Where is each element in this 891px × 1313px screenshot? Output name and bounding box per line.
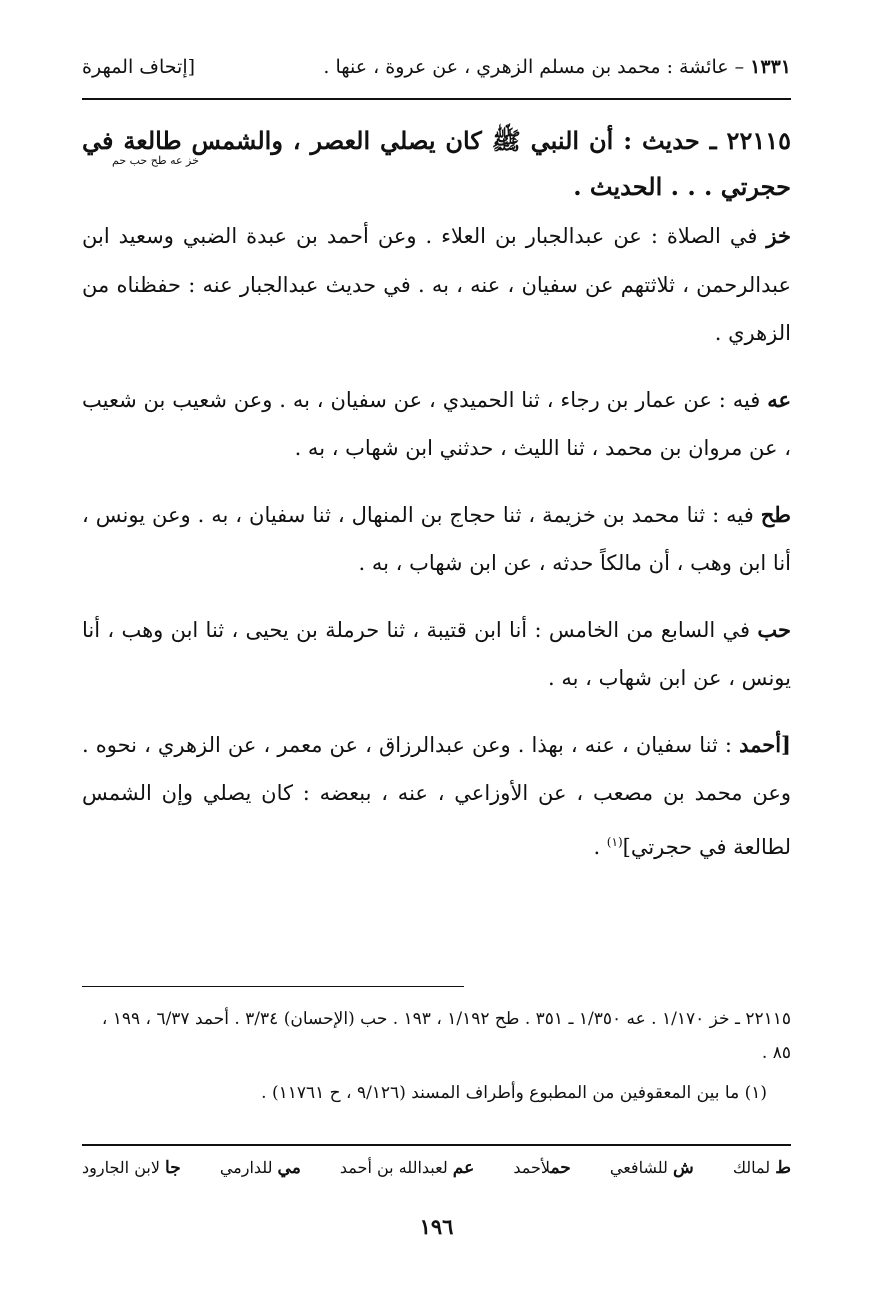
abbreviation-code: جا [165,1158,181,1178]
hadith-number: ٢٢١١٥ [726,126,791,155]
abbreviation-code: عم [452,1158,475,1178]
abbreviation-code: حم [550,1158,571,1178]
abbreviation-item [513,1158,570,1178]
paragraph [82,721,791,872]
footer-divider [82,1144,791,1146]
paragraph [82,491,791,588]
abbreviation-item [220,1158,301,1178]
abbreviation-label: للدارمي [219,1158,278,1177]
source-code: حب [757,616,791,642]
source-code: عه [767,386,791,412]
source-code: خز [766,223,791,248]
header-divider [82,98,791,100]
paragraph-text: في الصلاة : عن عبدالجبار بن العلاء . وعن أحمد بن عبدة الضبي وسعيد ابن عبدالرحمن ، ثلاثتهم عن سفيان ، عنه ، به . في حديث عبدالجبار عنه : حفظناه من الزهري . [82,224,791,345]
footnote-ref: (١) [606,834,623,849]
paragraph-text: : ثنا سفيان ، عنه ، بهذا . وعن عبدالرزاق ، عن معمر ، عن الزهري ، نحوه . وعن محمد بن مصعب ، عن الأوزاعي ، عنه ، ببعضه : كان يصلي وإن الشمس لطالعة في حجرتي] [82,732,791,859]
abbreviation-key [82,1158,791,1178]
paragraph-tail: . [593,834,607,859]
abbreviation-code: مي [277,1158,301,1178]
source-symbols: خز عه طح حب حم [112,154,199,167]
abbreviation-label: لابن الجارود [82,1158,166,1177]
source-code: طح [760,501,791,527]
header-chapter-text: – عائشة : محمد بن مسلم الزهري ، عن عروة ، عنها . [323,56,751,78]
header-number: ١٣٣١ [750,56,791,78]
paragraph-text: في السابع من الخامس : أنا ابن قتيبة ، ثنا حرملة بن يحيى ، ثنا ابن وهب ، أنا يونس ، عن ابن شهاب ، به . [82,617,791,690]
footnote-divider [82,986,464,987]
abbreviation-item [610,1158,694,1178]
footnote-1: (١) ما بين المعقوفين من المطبوع وأطراف المسند (٩/١٢٦ ، ح ١١٧٦١) . [261,1083,767,1103]
hadith-title-text: ـ حديث : أن النبي ﷺ كان يصلي العصر ، والشمس طالعة في حجرتي . . . الحديث . [82,126,791,201]
abbreviation-item [733,1158,791,1178]
abbreviation-item [82,1158,181,1178]
header-chapter [323,56,791,78]
footnote-refs: ٢٢١١٥ ـ خز ١/١٧٠ . عه ١/٣٥٠ ـ ٣٥١ . طح ١/١٩٢ ، ١٩٣ . حب (الإحسان) ٣/٣٤ . أحمد ٦/٣٧ ، ١٩٩ ، ٨٥ . [101,1009,791,1063]
book-page [82,52,791,1239]
source-code: [أحمد [739,731,791,757]
page-number: ١٩٦ [419,1214,454,1239]
paragraph-text: فيه : عن عمار بن رجاء ، ثنا الحميدي ، عن سفيان ، به . وعن شعيب بن شعيب ، عن مروان بن محمد ، ثنا الليث ، حدثني ابن شهاب ، به . [82,387,791,460]
paragraph [82,606,791,703]
abbreviation-label: للشافعي [609,1158,673,1177]
paragraph-text: فيه : ثنا محمد بن خزيمة ، ثنا حجاج بن المنهال ، ثنا سفيان ، به . وعن يونس ، أنا ابن وهب ، أن مالكاً حدثه ، عن ابن شهاب ، به . [82,502,791,575]
abbreviation-label: لأحمد [513,1158,551,1177]
hadith-heading [82,118,791,210]
abbreviation-code: ش [672,1158,694,1178]
abbreviation-item [340,1158,474,1178]
running-header [82,52,791,92]
abbreviation-code: ط [775,1158,791,1178]
hadith-body [82,212,791,889]
footnotes [82,1002,791,1110]
abbreviation-label: لمالك [732,1158,776,1177]
paragraph [82,376,791,473]
abbreviation-label: لعبدالله بن أحمد [339,1158,453,1177]
header-book-title: [إتحاف المهرة [82,56,196,78]
paragraph [82,212,791,358]
